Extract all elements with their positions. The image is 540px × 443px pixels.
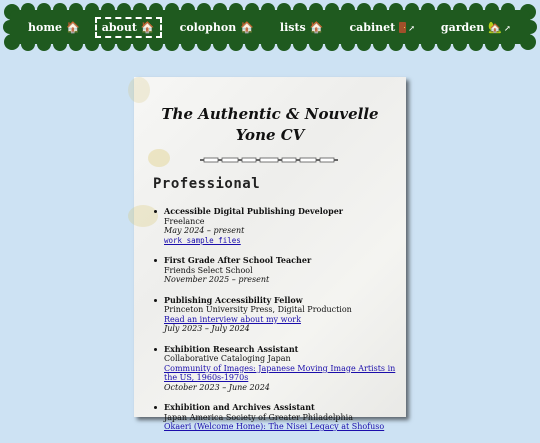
garden-house-icon: 🏡: [488, 21, 502, 34]
nav-link-garden[interactable]: [435, 18, 517, 37]
organization: Japan America Society of Greater Philadelphia: [164, 412, 353, 422]
work-sample-link[interactable]: work sample files: [164, 235, 241, 245]
exhibition-link[interactable]: Okaeri (Welcome Home): The Nisei Legacy at Shofuso: [164, 422, 385, 431]
date-range: November 2025 – present: [164, 275, 270, 284]
external-link-icon: ↗: [408, 22, 415, 33]
nav-link-home[interactable]: [22, 18, 86, 37]
organization: Collaborative Cataloging Japan: [164, 354, 291, 363]
job-title: First Grade After School Teacher: [164, 255, 312, 265]
job-title: Exhibition Research Assistant: [164, 343, 299, 354]
door-icon: [399, 22, 406, 33]
nav-label-home: home: [28, 21, 62, 34]
organization: Princeton University Press, Digital Production: [164, 305, 352, 314]
house-icon: 🏠: [140, 21, 155, 34]
nav-label-about: about: [101, 21, 137, 34]
date-range: May 2024 – present: [164, 226, 245, 235]
job-title: Exhibition and Archives Assistant: [164, 402, 315, 412]
nav-link-cabinet[interactable]: [343, 18, 420, 37]
paper-stain: [148, 149, 170, 167]
house-icon: 🏠: [65, 21, 80, 34]
professional-list: [154, 207, 399, 443]
external-link-icon: ↗: [503, 22, 511, 33]
organization: Friends Select School: [164, 265, 253, 275]
nav-link-colophon[interactable]: [174, 18, 260, 37]
nav-links: [22, 17, 517, 38]
list-item: [154, 345, 399, 393]
ornamental-divider: [200, 157, 338, 163]
interview-link[interactable]: Read an interview about my work: [164, 314, 301, 324]
nav-label-colophon: colophon: [179, 21, 237, 34]
nav-label-cabinet: cabinet: [349, 21, 396, 34]
nav-label-lists: lists: [279, 21, 306, 34]
nav-link-about[interactable]: [95, 17, 162, 38]
list-item: [154, 296, 399, 334]
title-line-1: The Authentic & Nouvelle: [161, 105, 379, 123]
job-title: Accessible Digital Publishing Developer: [164, 206, 344, 216]
list-item: [154, 207, 399, 245]
title-line-2: Yone CV: [235, 126, 305, 144]
job-title: Publishing Accessibility Fellow: [164, 294, 303, 305]
house-icon: 🏠: [309, 21, 324, 34]
organization: Freelance: [164, 216, 205, 226]
exhibition-link[interactable]: Community of Images: Japanese Moving Image Artists in the US, 1960s-1970s: [164, 363, 396, 382]
paper-stain: [128, 77, 150, 103]
list-item: [154, 403, 399, 432]
main-nav: [4, 4, 536, 50]
date-range: October 2023 – June 2024: [164, 382, 270, 392]
section-heading-professional: Professional: [153, 176, 261, 192]
date-range: July 2023 – July 2024: [164, 324, 250, 333]
page-title: [134, 104, 406, 146]
house-icon: 🏠: [240, 21, 254, 34]
nav-label-garden: garden: [440, 21, 485, 34]
list-item: [154, 256, 399, 285]
nav-link-lists[interactable]: [274, 18, 330, 37]
cv-paper: [134, 77, 406, 431]
